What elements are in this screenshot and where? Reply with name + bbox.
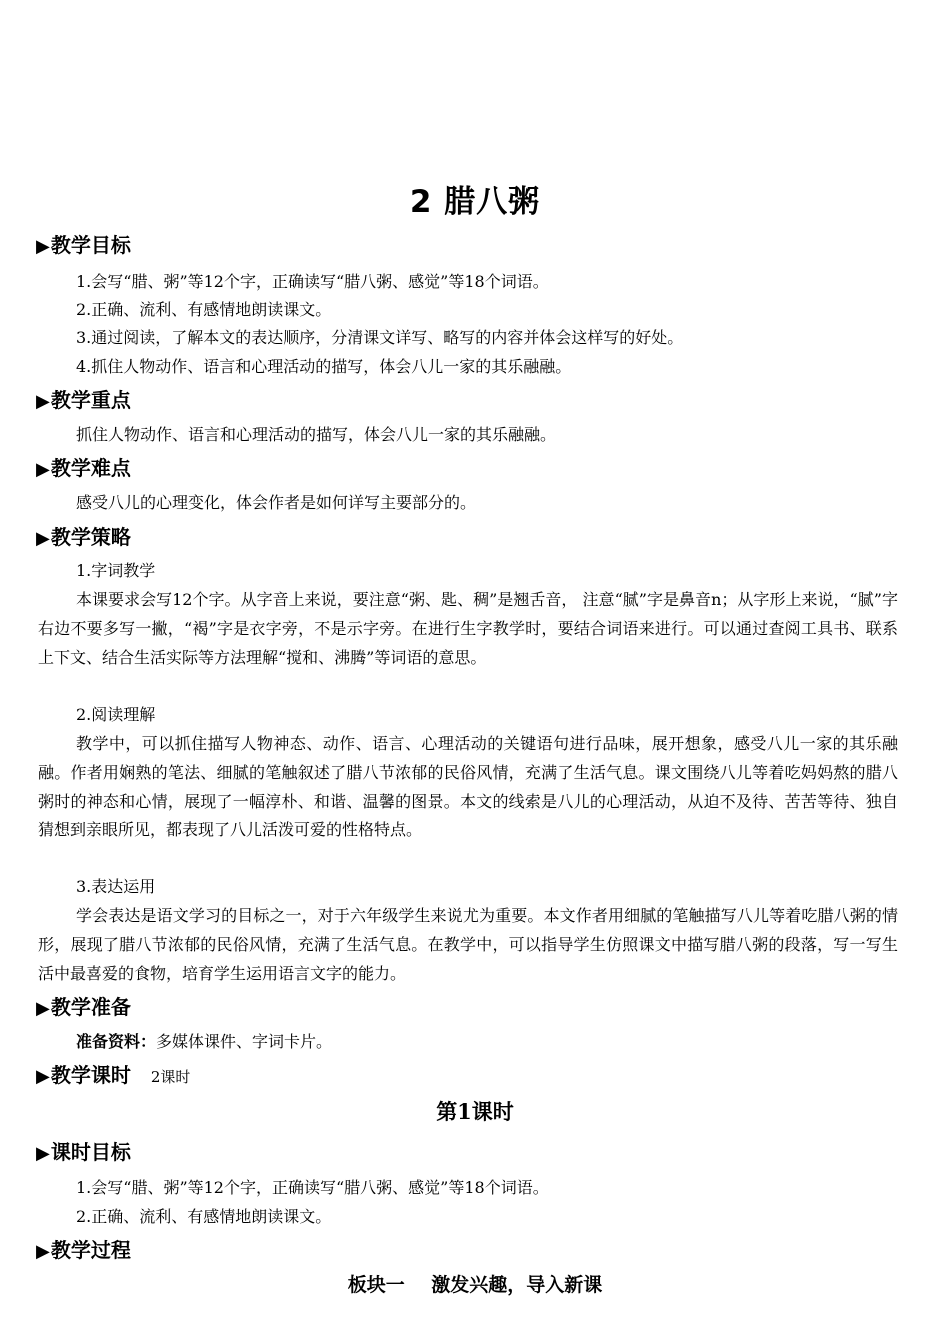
triangle-marker-icon: ▶ — [36, 998, 50, 1019]
goal-item: 1.会写“腊、粥”等12个字，正确读写“腊八粥、感觉”等18个词语。 — [76, 272, 549, 291]
triangle-marker-icon: ▶ — [36, 459, 50, 480]
section-heading-focus: ▶教学重点 — [36, 388, 131, 412]
triangle-marker-icon: ▶ — [36, 1241, 50, 1262]
triangle-marker-icon: ▶ — [36, 391, 50, 412]
block-heading: 板块一 激发兴趣，导入新课 — [347, 1274, 603, 1296]
goal-item: 2.正确、流利、有感情地朗读课文。 — [76, 300, 332, 319]
strategy-paragraph: 教学中，可以抓住描写人物神态、动作、语言、心理活动的关键语句进行品味，展开想象，感受八儿一家的其乐融融。作者用娴熟的笔法、细腻的笔触叙述了腊八节浓郁的民俗风情，充满了生活气息。课文围绕八儿等着吃妈妈熬的腊八粥时的神态和心情，展现了一幅淳朴、和谐、温馨的图景。本文的线索是八儿的心理活动，从迫不及待、苦苦等待、独自猜想到亲眼所见，都表现了八儿活泼可爱的性格特点。 — [38, 734, 898, 840]
focus-text: 抓住人物动作、语言和心理活动的描写，体会八儿一家的其乐融融。 — [76, 425, 557, 444]
section-heading-goals: ▶教学目标 — [36, 233, 131, 257]
strategy-subheading: 1.字词教学 — [76, 561, 156, 580]
triangle-marker-icon: ▶ — [36, 236, 50, 257]
goal-item: 4.抓住人物动作、语言和心理活动的描写，体会八儿一家的其乐融融。 — [76, 357, 572, 376]
section-heading-strategy: ▶教学策略 — [36, 525, 131, 549]
goal-item: 3.通过阅读，了解本文的表达顺序，分清课文详写、略写的内容并体会这样写的好处。 — [76, 328, 684, 347]
lesson-title: 第1课时 — [436, 1099, 514, 1124]
section-heading-process: ▶教学过程 — [36, 1238, 131, 1262]
strategy-paragraph: 本课要求会写12个字。从字音上来说，要注意“粥、匙、稠”是翘舌音， 注意“腻”字是鼻音n；从字形上来说，“腻”字右边不要多写一撇，“褐”字是衣字旁，不是示字旁。在进行生字教学时，要结合词语来进行。可以通过查阅工具书、联系上下文、结合生活实际等方法理解“搅和、沸腾”等词语的意思。 — [38, 590, 898, 667]
triangle-marker-icon: ▶ — [36, 528, 50, 549]
section-heading-lesson-goals: ▶课时目标 — [36, 1140, 131, 1164]
triangle-marker-icon: ▶ — [36, 1066, 50, 1087]
strategy-subheading: 3.表达运用 — [76, 877, 156, 896]
strategy-subheading: 2.阅读理解 — [76, 705, 156, 724]
lesson-goal-item: 2.正确、流利、有感情地朗读课文。 — [76, 1207, 332, 1226]
difficulty-text: 感受八儿的心理变化，体会作者是如何详写主要部分的。 — [76, 493, 477, 512]
section-heading-prep: ▶教学准备 — [36, 995, 131, 1019]
strategy-paragraph: 学会表达是语文学习的目标之一，对于六年级学生来说尤为重要。本文作者用细腻的笔触描写八儿等着吃腊八粥的情形，展现了腊八节浓郁的民俗风情，充满了生活气息。在教学中，可以指导学生仿照课文中描写腊八粥的段落，写一写生活中最喜爱的食物，培育学生运用语言文字的能力。 — [38, 906, 898, 983]
page-title: 2 腊八粥 — [409, 184, 541, 220]
triangle-marker-icon: ▶ — [36, 1143, 50, 1164]
section-heading-difficulty: ▶教学难点 — [36, 456, 131, 480]
section-heading-hours: ▶教学课时 2课时 — [36, 1063, 191, 1087]
lesson-goal-item: 1.会写“腊、粥”等12个字，正确读写“腊八粥、感觉”等18个词语。 — [76, 1178, 549, 1197]
prep-text: 准备资料：多媒体课件、字词卡片。 — [76, 1032, 333, 1051]
hours-value: 2课时 — [150, 1068, 191, 1086]
prep-label: 准备资料： — [76, 1032, 157, 1051]
